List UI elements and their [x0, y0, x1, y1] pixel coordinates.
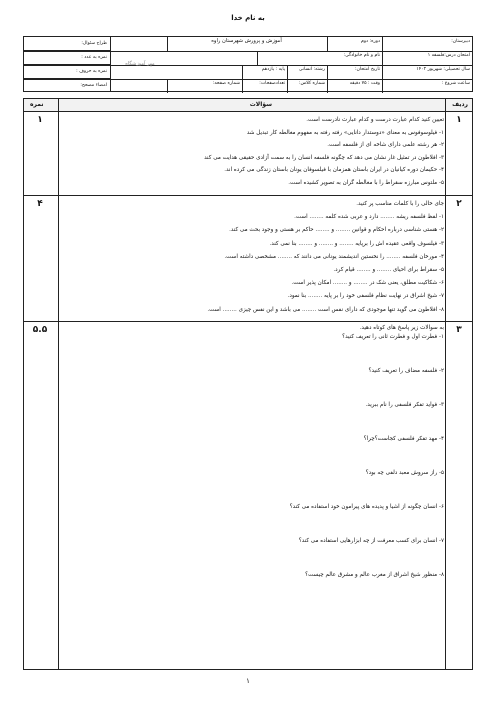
short-question: ۷- انسان برای کسب معرفت از چه ابزارهایی استفاده می کند؟: [298, 538, 444, 544]
question-score: ۵.۵: [32, 325, 48, 335]
education-office: آموزش و پرورش شهرستان راوه: [167, 37, 327, 51]
short-question: ۴- مهد تفکر فلسفی کجاست؟چرا؟: [363, 436, 444, 442]
score-letter-field: نمره به حروف :: [24, 65, 110, 79]
exam-date: تاریخ امتحان:: [327, 65, 382, 79]
grader-signature-field: امضاء مصحح:: [80, 83, 107, 88]
short-question: ۸- منظور شیخ اشراق از مغرب عالم و مشرق عالم چیست؟: [305, 572, 444, 578]
grade-period: دوره: دوم: [327, 37, 382, 51]
row-number: ۱: [456, 115, 462, 125]
question-item: ۱- لفظ فلسفه ریشه ........ دارد و عربی شده کلمه ........ است.: [294, 214, 444, 221]
questions-header: سؤالات: [249, 101, 272, 108]
score-header: نمره: [30, 101, 44, 108]
question-item: ۲- هستی شناسی درباره احکام و قوانین ........ و ........ حاکم بر هستی و وجود بحث می کند.: [229, 227, 444, 234]
question-item: ۷- شیخ اشراق در نهایت نظام فلسفی خود را بر پایه ........ بنا نمود.: [287, 293, 444, 300]
short-question: ۵- راز سروش معبد دلفی چه بود؟: [365, 470, 444, 476]
question-intro: به سوالات زیر پاسخ های کوتاه دهید.: [359, 325, 444, 331]
exam-duration: وقت : ۷۵ دقیقه: [327, 79, 382, 93]
page-title: به نام خدا: [231, 14, 265, 22]
short-question: ۳- فواید تفکر فلسفی را نام ببرید.: [365, 402, 444, 408]
question-item: ۱- فیلوسوفوس به معنای «دوستدار دانایی» رفته رفته به مفهوم مغالطه کار تبدیل شد: [246, 129, 444, 136]
page-number: ۱: [246, 677, 250, 685]
short-question: ۲- فلسفه مضاف را تعریف کنید؟: [368, 368, 444, 374]
question-body: [60, 114, 444, 189]
short-question: ۱- فطرت اول و فطرت ثانی را تعریف کنید؟: [342, 334, 444, 340]
question-block-3: [24, 321, 472, 669]
exam-header: [23, 36, 473, 92]
exam-subject: امتحان درس:فلسفه ۱: [382, 51, 472, 65]
student-name-field: نام و نام خانوادگی:: [257, 51, 382, 65]
question-score: ۱: [37, 115, 43, 125]
page-number-field: شماره صفحه:: [167, 79, 242, 93]
row-number: ۲: [456, 199, 462, 209]
question-item: ۴- حکیمان دوره کیانیان در ایران باستان همزمان با فیلسوفان یونان باستان زندگی می کرده اند.: [224, 167, 444, 173]
questions-table: [23, 98, 473, 670]
row-number: ۳: [456, 325, 462, 335]
short-question: ۶- انسان چگونه از اشیا و پدیده های پیرامون خود استفاده می کند؟: [289, 504, 444, 510]
question-item: ۸- افلاطون می گوید تنها موجودی که دارای نفس است ........ می باشد و این نفس چیزی ........ است.: [207, 306, 444, 313]
row-header: ردیف: [452, 101, 468, 108]
question-body: [60, 324, 444, 580]
score-number-field: نمره به عدد :: [24, 51, 110, 65]
class-number: شماره کلاس:: [287, 79, 327, 93]
field-of-study: رشته: انسانی: [287, 65, 327, 79]
grading-box: [24, 37, 110, 91]
question-item: ۴- مورخان فلسفه ........ را نخستین اندیشمند یونانی می دانند که ........ مشخصی داشته است.: [224, 253, 444, 260]
question-intro: جای خالی را با کلمات مناسب پر کنید.: [356, 201, 444, 207]
question-block-1: [24, 111, 472, 196]
designer-field: طراح سئوال:: [24, 37, 110, 51]
school-year: سال تحصیلی: شهریور ۱۴۰۲: [382, 65, 472, 79]
question-item: ۶- شکاکیت مطلق، یعنی شک در ........ و ........ امکان پذیر است.: [291, 280, 444, 287]
question-intro: تعیین کنید کدام عبارت درست و کدام عبارت نادرست است.: [306, 117, 444, 123]
question-item: ۵- ملتوس مبارزه سقراط را با مغالطه گران به تصویر کشیده است.: [288, 179, 444, 186]
question-item: ۳- فیلسوف واقعی عقیده اش را برپایه ........ و ........ و ........ بنا نمی کند.: [269, 240, 444, 247]
question-body: [60, 198, 444, 317]
start-time: ساعت شروع :: [382, 79, 472, 93]
question-item: ۵- سقراط برای احیای ........ و ........ قیام کرد.: [333, 267, 444, 274]
grade-level: پایه : یازدهم: [242, 65, 287, 79]
school-stamp: مهر آموزشگاه: [110, 37, 169, 91]
question-item: ۲- هر رشته علمی دارای شاخه ای از فلسفه است.: [327, 142, 444, 148]
question-score: ۴: [37, 199, 43, 209]
school-name: دبیرستان:: [382, 37, 472, 51]
question-block-2: [24, 195, 472, 322]
question-item: ۳- افلاطون در تمثیل غار نشان می دهد که چگونه فلسفه انسان را به سمت آزادی حقیقی هدایت می کند: [204, 154, 444, 161]
page-count: تعدادصفحات:: [242, 79, 287, 93]
